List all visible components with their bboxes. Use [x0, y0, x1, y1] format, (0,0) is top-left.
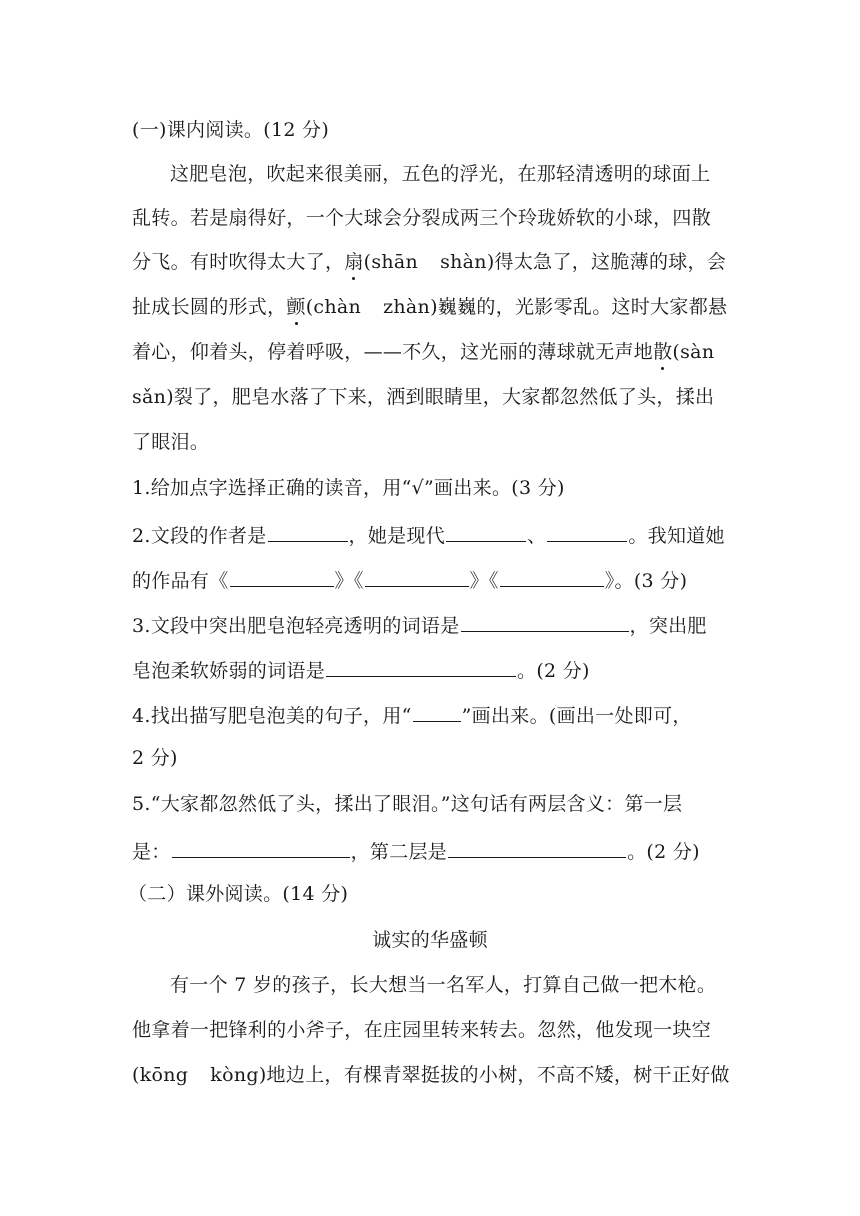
answer-blank-identity-1[interactable] [446, 521, 526, 542]
passage-line [132, 430, 209, 454]
question-text: 2.文段的作者是 [132, 525, 267, 547]
underline-sample [413, 701, 461, 722]
pinyin-option: (chàn [305, 296, 362, 318]
story-line [132, 1063, 730, 1087]
question-text: 1.给加点字选择正确的读音，用“√”画出来。(3 分) [132, 477, 565, 499]
question-text: ”画出来。(画出一处即可， [461, 705, 692, 727]
dotted-character: 扇 [344, 251, 364, 273]
dotted-character: 颤 [286, 296, 306, 318]
question-text: 4.找出描写肥皂泡美的句子，用“ [132, 705, 412, 727]
question-text: ，突出肥 [629, 615, 707, 637]
passage-line [170, 162, 710, 186]
passage-line [132, 385, 714, 409]
passage-line [132, 206, 711, 230]
question-text: 2 分) [132, 747, 178, 769]
passage-line [132, 295, 727, 319]
passage-text: 着心，仰着头，停着呼吸，——不久，这光丽的薄球就无声地 [132, 341, 654, 363]
question-text: 皂泡柔软娇弱的词语是 [132, 660, 326, 682]
question-3 [132, 611, 707, 638]
question-text: ，她是现代 [348, 525, 446, 547]
answer-blank-meaning-2[interactable] [448, 837, 626, 858]
question-5-continued [132, 837, 700, 864]
question-5 [132, 792, 682, 816]
answer-blank-work-1[interactable] [230, 566, 334, 587]
passage-text: 分飞。有时吹得太大了， [132, 251, 345, 273]
passage-line [132, 250, 726, 274]
question-text: 》《 [334, 570, 364, 592]
question-1 [132, 476, 565, 500]
pinyin-option: (sàn [672, 341, 715, 363]
dotted-character: 散 [653, 341, 673, 363]
question-text: 。(2 分) [627, 841, 700, 863]
question-text: 5.“大家都忽然低了头，揉出了眼泪。”这句话有两层含义：第一层 [132, 793, 683, 815]
answer-blank-work-2[interactable] [365, 566, 469, 587]
question-4 [132, 701, 692, 728]
pinyin-option: (kōng [132, 1064, 189, 1086]
story-line [132, 1018, 711, 1042]
question-3-continued [132, 656, 590, 683]
pinyin-option: (shān [363, 251, 419, 273]
question-2-continued [132, 566, 687, 593]
answer-blank-meaning-1[interactable] [172, 837, 350, 858]
story-text: 有一个 7 岁的孩子，长大想当一名军人，打算自己做一把木枪。 [170, 974, 717, 996]
passage-text: shàn)得太急了，这脆薄的球，会 [440, 251, 727, 273]
passage-text: 这肥皂泡，吹起来很美丽，五色的浮光，在那轻清透明的球面上 [170, 163, 711, 185]
question-text: 》《 [469, 570, 499, 592]
answer-blank-work-3[interactable] [500, 566, 604, 587]
section-heading-text: （二）课外阅读。(14 分) [128, 883, 349, 905]
story-line [170, 973, 716, 997]
story-title-text: 诚实的华盛顿 [372, 929, 488, 951]
question-text: 3.文段中突出肥皂泡轻亮透明的词语是 [132, 615, 460, 637]
passage-line [132, 340, 714, 364]
story-text: kòng)地边上，有棵青翠挺拔的小树，不高不矮，树干正好做 [210, 1064, 730, 1086]
story-text: 他拿着一把锋利的小斧子，在庄园里转来转去。忽然，他发现一块空 [132, 1019, 712, 1041]
section-heading-extracurricular-reading [128, 882, 348, 906]
question-text: 》。(3 分) [604, 570, 688, 592]
answer-blank-transparent-words[interactable] [461, 611, 629, 632]
passage-text: 了眼泪。 [132, 431, 210, 453]
question-text: 是： [132, 841, 171, 863]
question-text: 的作品有《 [132, 570, 229, 592]
question-2 [132, 521, 725, 548]
passage-text: zhàn)巍巍的，光影零乱。这时大家都悬 [383, 296, 728, 318]
answer-blank-identity-2[interactable] [547, 521, 627, 542]
story-title [0, 928, 860, 952]
passage-text: sǎn)裂了，肥皂水落了下来，洒到眼睛里，大家都忽然低了头，揉出 [132, 386, 715, 408]
section-heading-text: (一)课内阅读。(12 分) [132, 119, 330, 141]
passage-text: 乱转。若是扇得好，一个大球会分裂成两三个玲珑娇软的小球，四散 [132, 207, 712, 229]
passage-text: 扯成长圆的形式， [132, 296, 287, 318]
answer-blank-soft-words[interactable] [326, 656, 516, 677]
section-heading-in-class-reading [132, 118, 329, 142]
question-text: 。(2 分) [517, 660, 590, 682]
question-4-continued [132, 746, 178, 770]
question-text: 、 [527, 525, 547, 547]
question-text: 。我知道她 [628, 525, 725, 547]
answer-blank-author[interactable] [268, 521, 348, 542]
question-text: ，第二层是 [350, 841, 448, 863]
